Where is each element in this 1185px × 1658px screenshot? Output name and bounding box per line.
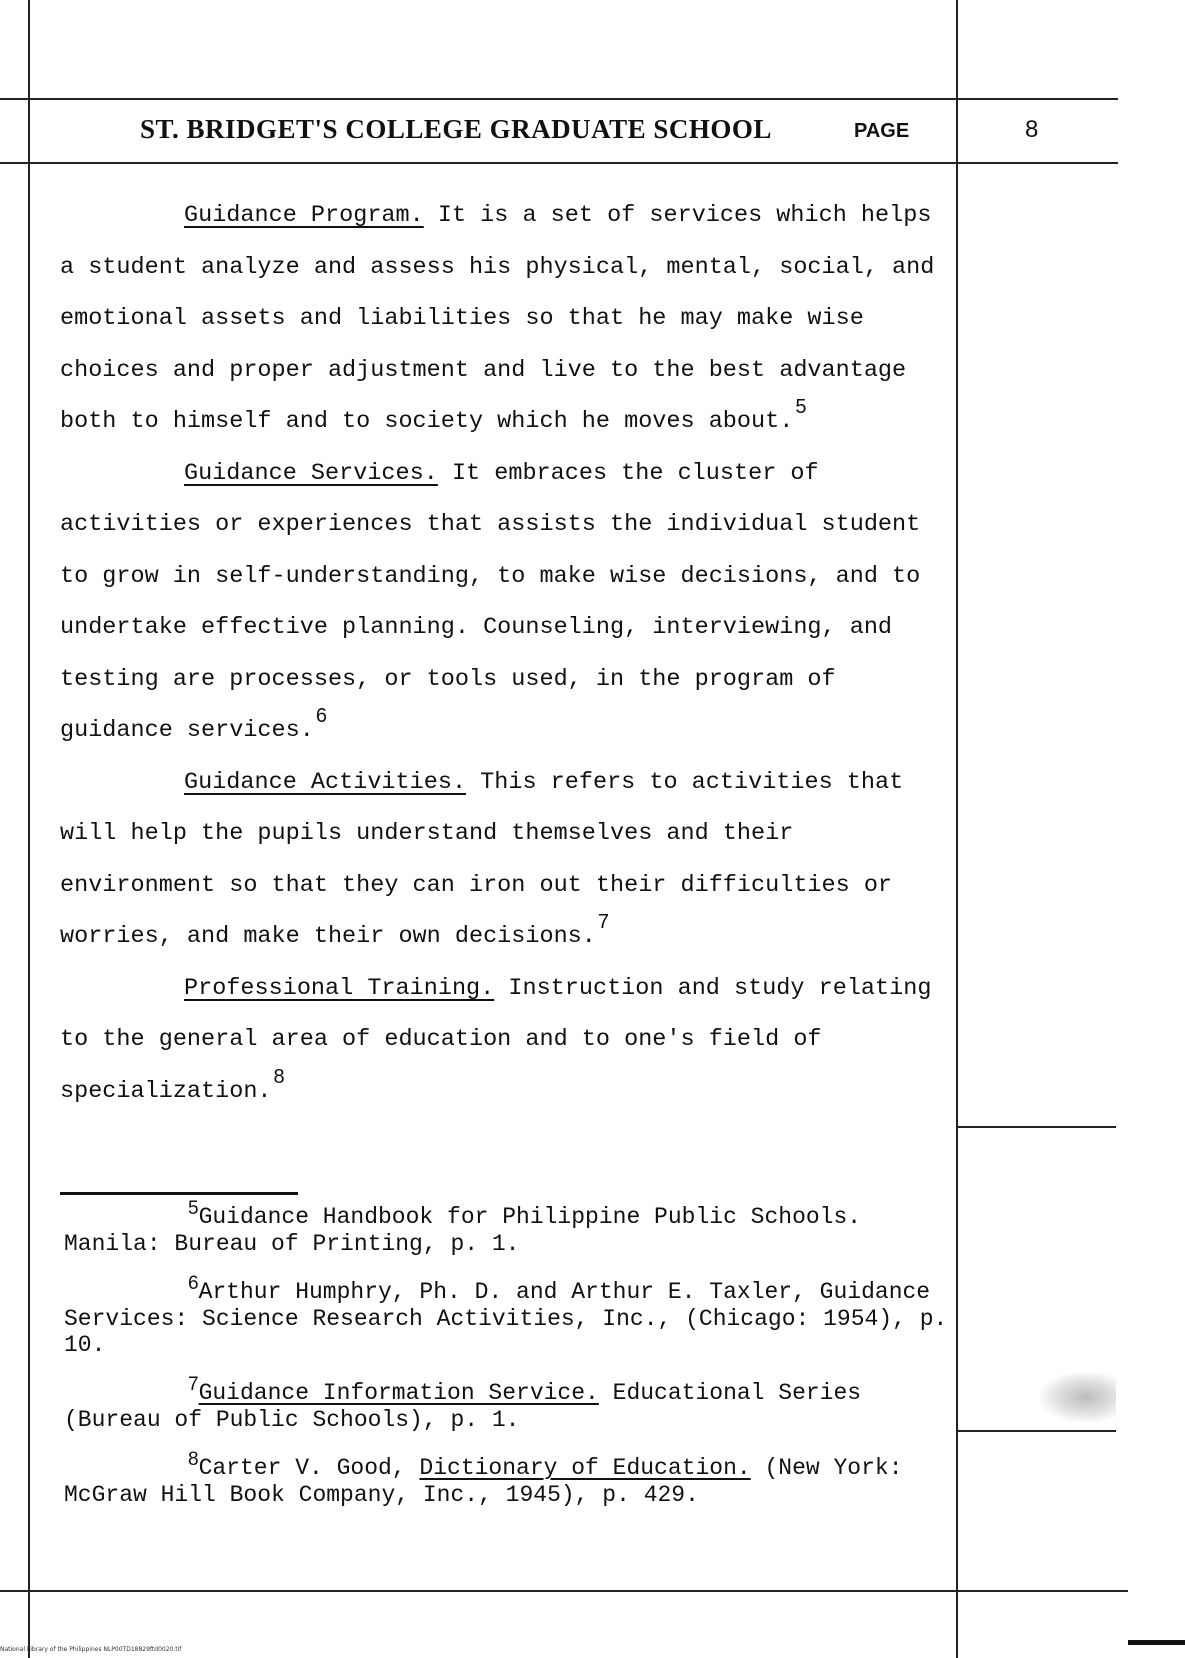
- footnote: [64, 1449, 964, 1508]
- scan-credit: National Library of the Philippines NLP00TD18829ftd0020.tif: [0, 1646, 182, 1653]
- footnote-number: 5: [188, 1198, 199, 1219]
- right-tab-rule: [958, 1126, 1116, 1128]
- footnote-text-after: (New York: McGraw Hill Book Company, Inc., 1945), p. 429.: [64, 1455, 903, 1508]
- left-margin-rule: [28, 0, 30, 1658]
- footnote: [64, 1273, 964, 1358]
- definition-term: Guidance Activities.: [184, 768, 467, 796]
- definition-text: Instruction and study relating to the general area of education and to one's field of specialization.: [60, 974, 932, 1105]
- footnote-text: Arthur Humphry, Ph. D. and Arthur E. Taxler, Guidance Services: Science Research Activities, Inc., (Chicago: 1954), p. 10.: [64, 1279, 948, 1358]
- footnote-number: 6: [188, 1273, 199, 1294]
- scan-edge-mark: [1128, 1640, 1185, 1645]
- footnote-reference: 8: [273, 1065, 285, 1088]
- footnote-text: Guidance Handbook for Philippine Public Schools. Manila: Bureau of Printing, p. 1.: [64, 1204, 862, 1257]
- body-text: [60, 190, 940, 1117]
- definition-text: It is a set of services which helps a student analyze and assess his physical, mental, social, and emotional assets and liabilities so that he may make wise choices and proper adjustment and live to the best advantage both to himself and to society which he moves about.: [60, 202, 935, 435]
- footer-rule: [0, 1590, 1128, 1592]
- definition-paragraph: [60, 963, 940, 1118]
- definition-term: Guidance Program.: [184, 202, 424, 229]
- footnote-title: Guidance Information Service.: [198, 1380, 599, 1406]
- footnote-text: Carter V. Good,: [198, 1455, 420, 1481]
- scan-smudge: [1040, 1372, 1116, 1422]
- footnote-reference: 7: [597, 911, 610, 933]
- footnote: [64, 1374, 964, 1433]
- header-top-rule: [0, 98, 1118, 100]
- footnote-title: Dictionary of Education.: [419, 1455, 751, 1481]
- header-bottom-rule: [0, 162, 1118, 164]
- footnote-reference: 6: [315, 705, 327, 727]
- footnote: [64, 1198, 964, 1257]
- definition-term: Professional Training.: [184, 974, 495, 1002]
- footnote-number: 7: [188, 1374, 199, 1395]
- page-title: ST. BRIDGET'S COLLEGE GRADUATE SCHOOL: [140, 114, 772, 144]
- footnotes: [64, 1198, 964, 1530]
- definition-paragraph: [60, 190, 940, 448]
- definition-paragraph: [60, 448, 940, 757]
- page-label: PAGE: [854, 120, 910, 142]
- footnote-text-after: Educational Series (Bureau of Public Schools), p. 1.: [64, 1380, 862, 1433]
- footnote-reference: 5: [795, 396, 807, 418]
- right-tab-rule-lower: [958, 1430, 1116, 1432]
- definition-text: It embraces the cluster of activities or experiences that assists the individual student to grow in self-understanding, to make wise decisions, and to undertake effective planning. Counseling, interviewing, and testing are processes, or tools used, in the program of guidance services.: [60, 459, 921, 744]
- footnote-separator: [60, 1192, 298, 1195]
- definition-term: Guidance Services.: [184, 459, 438, 487]
- page-number: 8: [1025, 116, 1039, 143]
- definition-paragraph: [60, 757, 940, 963]
- definition-text: This refers to activities that will help the pupils understand themselves and their environment so that they can iron out their difficulties or worries, and make their own decisions.: [60, 768, 904, 950]
- footnote-number: 8: [188, 1449, 199, 1470]
